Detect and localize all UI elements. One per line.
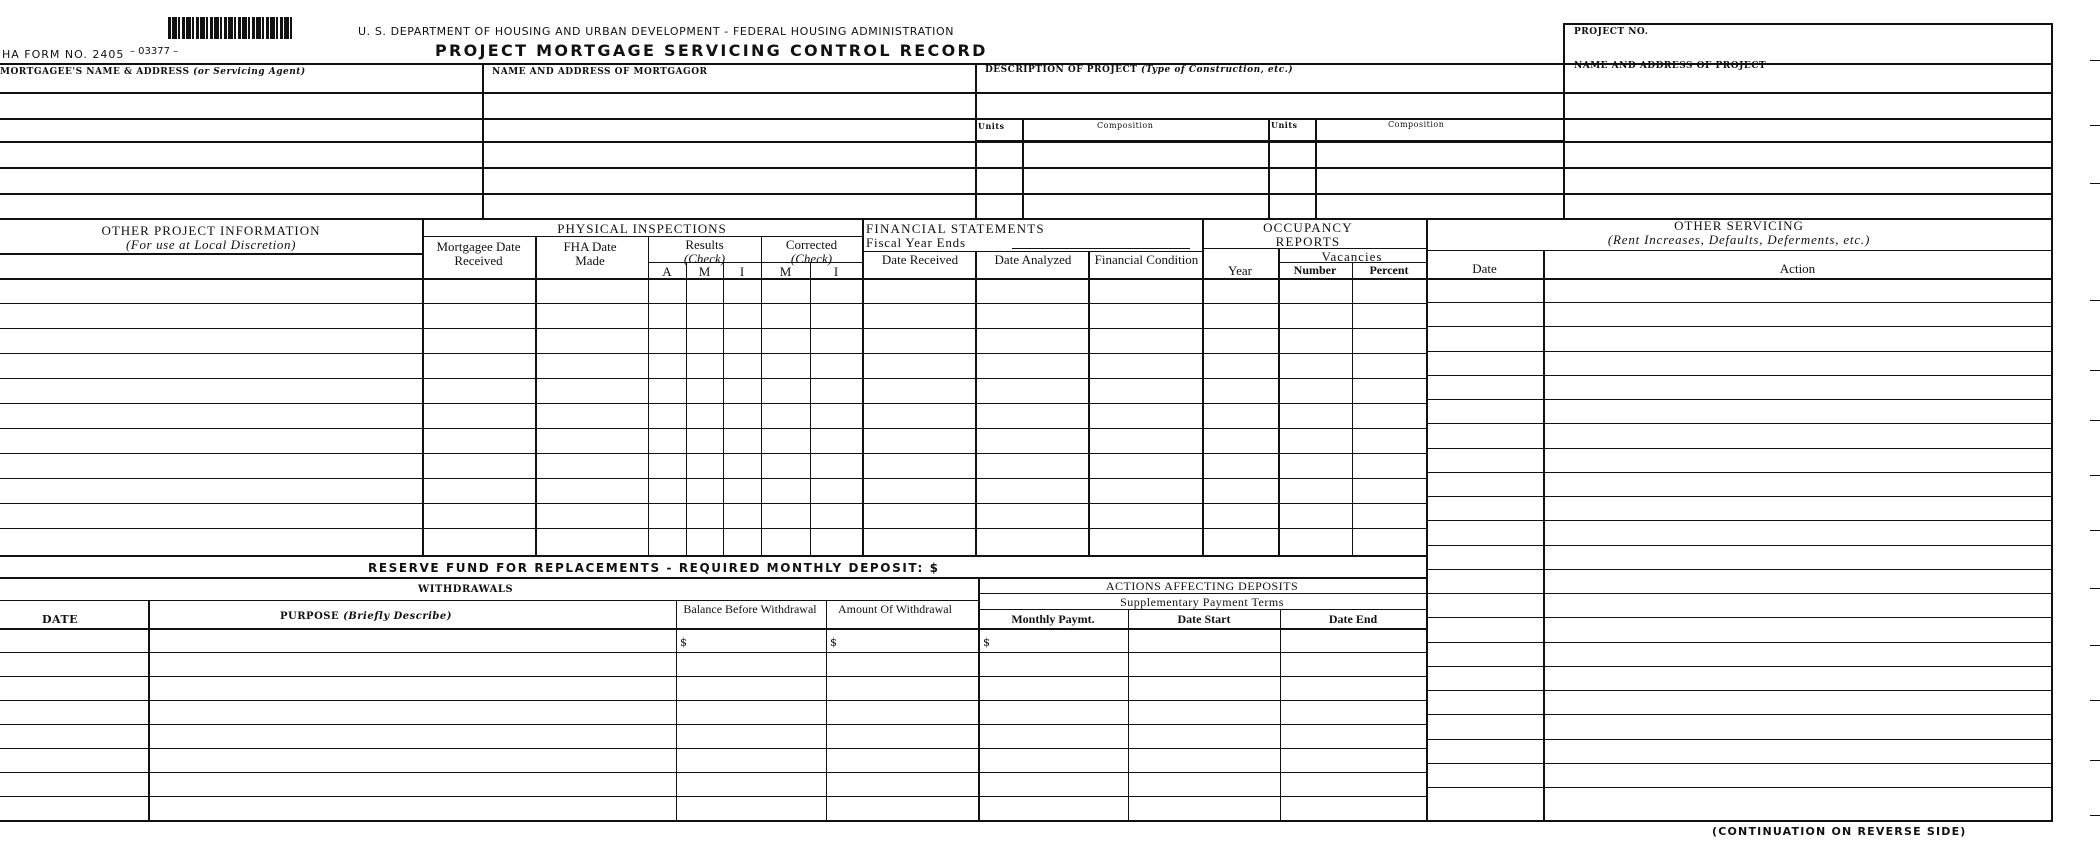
balance-dollar-sign: $: [680, 636, 687, 649]
corrected-note: (Check): [790, 250, 833, 266]
project-name-field[interactable]: [1566, 76, 2050, 216]
project-no-label: PROJECT NO.: [1574, 27, 1649, 37]
withdrawal-date-header: DATE: [42, 613, 79, 626]
year-header: Year: [1228, 263, 1252, 278]
description-note: (Type of Construction, etc.): [1140, 65, 1294, 75]
amount-dollar-sign: $: [830, 636, 837, 649]
fin-date-analyzed-header: Date Analyzed: [994, 252, 1072, 267]
margin-tick: [2090, 183, 2100, 184]
corrected-col-m: M: [779, 264, 792, 279]
margin-tick: [2090, 60, 2100, 61]
mortgagee-label: [0, 68, 306, 77]
corrected-col-i: I: [833, 264, 839, 279]
occupancy-title: OCCUPANCY REPORTS: [1263, 220, 1353, 249]
mortgagee-label-text: MORTGAGEE'S NAME & ADDRESS: [0, 67, 190, 77]
other-info-header: [0, 224, 422, 251]
mortgagee-field[interactable]: [0, 78, 480, 216]
withdrawals-title: WITHDRAWALS: [418, 584, 514, 595]
composition-label-2: Composition: [1388, 120, 1445, 129]
project-name-label: NAME AND ADDRESS OF PROJECT: [1574, 61, 1767, 71]
other-info-title: OTHER PROJECT INFORMATION: [101, 223, 321, 238]
other-servicing-header: [1426, 219, 2052, 246]
reserve-fund-title: RESERVE FUND FOR REPLACEMENTS - REQUIRED MONTHLY DEPOSIT: $: [368, 561, 940, 575]
mortgagor-field[interactable]: [485, 78, 973, 216]
results-note: (Check): [683, 250, 726, 266]
description-label: [985, 66, 1293, 75]
fha-date-made-header: FHA Date Made: [563, 239, 617, 268]
fin-date-received-header: Date Received: [881, 252, 959, 267]
margin-tick: [2090, 760, 2100, 761]
date-start-header: Date Start: [1177, 612, 1231, 626]
results-col-m: M: [698, 264, 711, 279]
results-col-a: A: [662, 264, 672, 279]
agency-title: U. S. DEPARTMENT OF HOUSING AND URBAN DEVELOPMENT - FEDERAL HOUSING ADMINISTRATION: [358, 25, 955, 38]
other-servicing-note: (Rent Increases, Defaults, Deferments, etc.): [1607, 231, 1871, 247]
financial-condition-header: Financial Condition: [1094, 252, 1199, 267]
form-number: HA FORM NO. 2405: [2, 48, 125, 61]
monthly-dollar-sign: $: [983, 636, 990, 649]
servicing-date-header: Date: [1472, 261, 1497, 276]
units-composition-table[interactable]: [978, 143, 1561, 216]
purpose-header: [280, 612, 452, 622]
purpose-label: PURPOSE: [280, 611, 340, 622]
servicing-action-header: Action: [1779, 261, 1816, 276]
margin-tick: [2090, 815, 2100, 816]
mortgagor-label: NAME AND ADDRESS OF MORTGAGOR: [492, 67, 708, 77]
other-info-note: (For use at Local Discretion): [125, 236, 296, 252]
balance-before-header: Balance Before Withdrawal: [683, 602, 817, 616]
date-end-header: Date End: [1328, 612, 1378, 626]
description-label-text: DESCRIPTION OF PROJECT: [985, 65, 1138, 75]
margin-tick: [2090, 420, 2100, 421]
margin-tick: [2090, 588, 2100, 589]
mortgagee-note: (or Servicing Agent): [193, 67, 306, 77]
continuation-note: (CONTINUATION ON REVERSE SIDE): [1712, 825, 1967, 838]
other-servicing-title: OTHER SERVICING: [1674, 218, 1804, 233]
actions-affecting-title: ACTIONS AFFECTING DEPOSITS: [1105, 579, 1299, 593]
form-code: – 03377 –: [130, 46, 179, 57]
margin-tick: [2090, 700, 2100, 701]
vacancy-percent-header: Percent: [1369, 263, 1409, 277]
margin-tick: [2090, 530, 2100, 531]
financial-title: FINANCIAL STATEMENTS: [866, 221, 1045, 236]
margin-tick: [2090, 645, 2100, 646]
amount-of-header: Amount Of Withdrawal: [838, 602, 952, 616]
physical-inspections-title: PHYSICAL INSPECTIONS: [557, 221, 727, 236]
barcode-icon: [168, 17, 292, 39]
vacancies-header: Vacancies: [1321, 249, 1383, 264]
results-col-i: I: [739, 264, 745, 279]
fiscal-year-label: Fiscal Year Ends: [866, 234, 966, 250]
composition-label-1: Composition: [1097, 121, 1154, 130]
middle-grid[interactable]: [0, 278, 1426, 555]
project-no-field[interactable]: [1566, 38, 2050, 63]
units-label-2: Units: [1271, 120, 1298, 130]
financial-header: [866, 222, 1045, 249]
vacancy-number-header: Number: [1293, 263, 1337, 277]
monthly-paymt-header: Monthly Paymt.: [1011, 612, 1095, 626]
purpose-note: (Briefly Describe): [343, 611, 453, 622]
margin-tick: [2090, 475, 2100, 476]
units-label-1: Units: [978, 121, 1005, 131]
margin-tick: [2090, 125, 2100, 126]
mortgagee-date-received-header: Mortgagee Date Received: [436, 239, 521, 268]
margin-tick: [2090, 300, 2100, 301]
description-field[interactable]: [978, 78, 1561, 116]
page-title: PROJECT MORTGAGE SERVICING CONTROL RECORD: [435, 41, 988, 60]
margin-tick: [2090, 370, 2100, 371]
corrected-label: Corrected: [785, 237, 838, 252]
results-label: Results: [685, 237, 724, 252]
withdrawals-grid[interactable]: [0, 628, 1426, 821]
other-servicing-grid[interactable]: [1426, 278, 2052, 821]
fiscal-year-field[interactable]: [1012, 248, 1190, 249]
supplementary-title: Supplementary Payment Terms: [1120, 595, 1284, 609]
